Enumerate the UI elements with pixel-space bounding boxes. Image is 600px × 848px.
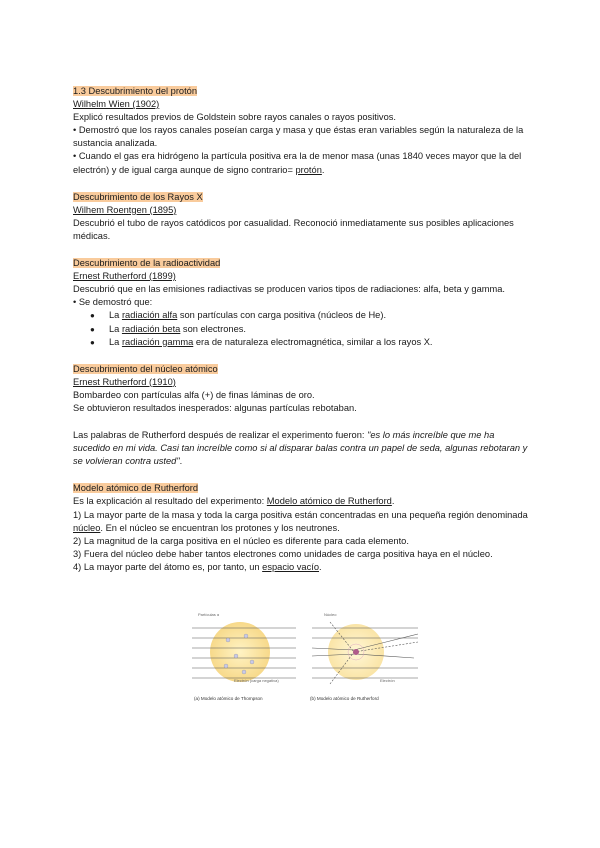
scientist-name: Wilhelm Wien (1902): [73, 99, 160, 110]
nucleus-dot: [353, 649, 359, 655]
body-text: Se obtuvieron resultados inesperados: algunas partículas rebotaban.: [73, 402, 357, 413]
nucleus-label: Núcleo: [324, 612, 337, 617]
document-content: [73, 85, 533, 587]
body-text: • Cuando el gas era hidrógeno la partícula positiva era la de menor masa (unas 1840 veces mayor que la del electrón) y de igual carga aunque de signo contrario= protón.: [73, 151, 522, 175]
scientist-name: Ernest Rutherford (1910): [73, 376, 176, 387]
section-title: Descubrimiento del núcleo atómico: [73, 363, 218, 374]
section-title: Descubrimiento de la radioactividad: [73, 258, 221, 269]
section-rayos-x: [73, 191, 533, 243]
section-proton: [73, 85, 533, 177]
list-item: ● La radiación beta son electrones.: [73, 323, 533, 336]
modelo-link[interactable]: Modelo atómico de Rutherford: [266, 496, 392, 507]
section-nucleo: [73, 363, 533, 415]
quote-intro: Las palabras de Rutherford después de realizar el experimento fueron:: [73, 430, 368, 441]
electron-label: Electrón: [380, 678, 395, 683]
body-text: 3) Fuera del núcleo debe haber tantos electrones como unidades de carga positiva haya en el núcleo.: [73, 548, 493, 559]
quote-text: "es lo más increíble que me ha sucedido en mi vida. Casi tan increíble como si al disparar balas contra un papel de seda, algunas rebotaran y se volvieran contra usted": [73, 430, 528, 467]
atomic-models-figure: [190, 612, 430, 706]
thompson-model-figure: [190, 612, 300, 706]
thompson-diagram: [190, 612, 300, 696]
body-text: • Demostró que los rayos canales poseían carga y masa y que éstas eran variables según la naturaleza de la sustancia analizada.: [73, 125, 524, 149]
section-title: Descubrimiento de los Rayos X: [73, 191, 203, 202]
electron-label: Electrón (carga negativa): [234, 678, 279, 683]
rutherford-model-figure: [310, 612, 420, 706]
figure-caption: (a) Modelo atómico de Thompson: [194, 696, 263, 701]
list-item: ● La radiación gamma era de naturaleza electromagnética, similar a los rayos X.: [73, 336, 533, 349]
body-text: Descubrió que en las emisiones radiactivas se producen varios tipos de radiaciones: alfa, beta y gamma.: [73, 284, 506, 295]
atom-sphere: [210, 622, 270, 682]
scientist-name: Ernest Rutherford (1899): [73, 271, 176, 282]
body-text: • Se demostró que:: [73, 297, 153, 308]
rutherford-diagram: [310, 612, 420, 696]
alpha-particles-label: Partículas α: [198, 612, 220, 617]
list-item: ● La radiación alfa son partículas con carga positiva (núcleos de He).: [73, 309, 533, 322]
body-text: Es la explicación al resultado del experimento: Modelo atómico de Rutherford.: [73, 496, 395, 507]
body-text: 1) La mayor parte de la masa y toda la carga positiva están concentradas en una pequeña región denominada núcleo. En el núcleo se encuentran los protones y los neutrones.: [73, 509, 528, 533]
body-text: Bombardeo con partículas alfa (+) de finas láminas de oro.: [73, 389, 315, 400]
radiation-list: [73, 309, 533, 348]
radiacion-gamma-link[interactable]: radiación gamma: [121, 336, 194, 347]
body-text: Explicó resultados previos de Goldstein sobre rayos canales o rayos positivos.: [73, 112, 396, 123]
radiacion-alfa-link[interactable]: radiación alfa: [121, 310, 178, 321]
body-text: Descubrió el tubo de rayos catódicos por casualidad. Reconoció inmediatamente sus posibles aplicaciones médicas.: [73, 217, 514, 241]
rutherford-quote: Las palabras de Rutherford después de realizar el experimento fueron: "es lo más increíble que me ha sucedido en mi vida. Casi tan increíble como si al disparar balas contra un papel de seda, algunas rebotaran y se volvieran contra usted".: [73, 430, 528, 467]
radiacion-beta-link[interactable]: radiación beta: [121, 323, 181, 334]
section-radioactividad: [73, 257, 533, 349]
section-title: 1.3 Descubrimiento del protón: [73, 86, 198, 96]
nucleo-link[interactable]: núcleo: [73, 522, 101, 533]
proton-link[interactable]: protón: [295, 164, 322, 175]
body-text: 4) La mayor parte del átomo es, por tanto, un espacio vacío.: [73, 561, 322, 572]
figure-caption: (b) Modelo atómico de Rutherford: [310, 696, 379, 701]
section-modelo: [73, 482, 533, 574]
espacio-vacio-link[interactable]: espacio vacío: [262, 561, 320, 572]
scientist-name: Wilhem Roentgen (1895): [73, 204, 177, 215]
section-title: Modelo atómico de Rutherford: [73, 483, 199, 494]
body-text: 2) La magnitud de la carga positiva en el núcleo es diferente para cada elemento.: [73, 535, 409, 546]
